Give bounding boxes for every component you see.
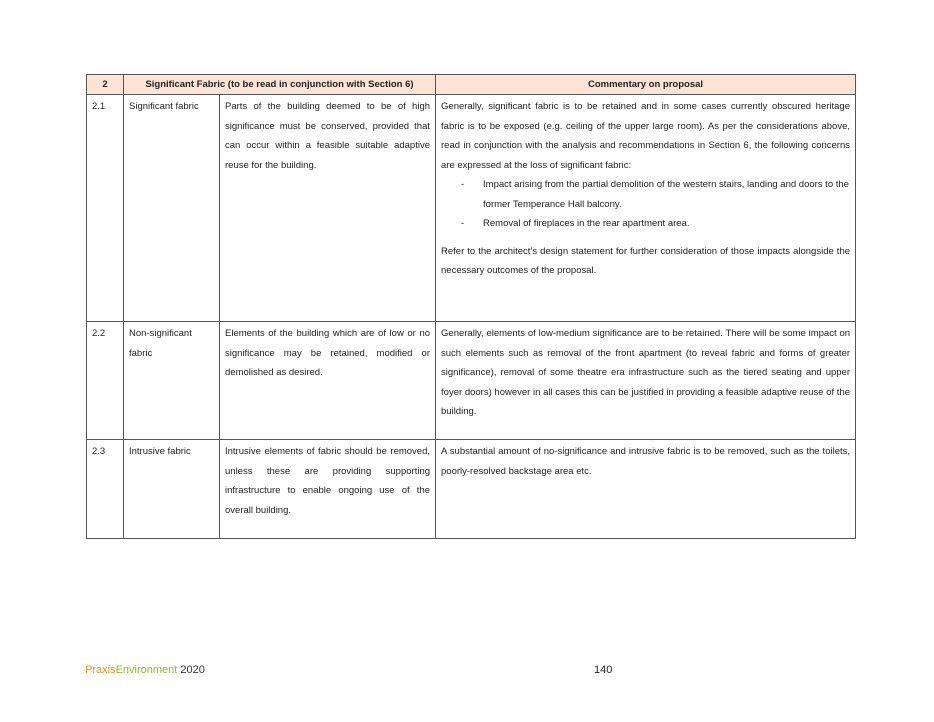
dash-bullet-icon: -	[461, 179, 465, 190]
row-description: Parts of the building deemed to be of high significance must be conserved, provided that can occur within a feasible suitable adaptive reuse for the building.	[220, 95, 436, 322]
row-commentary: A substantial amount of no-significance and intrusive fabric is to be removed, such as the toilets, poorly-resolved backstage area etc.	[436, 440, 856, 539]
row-number: 2.2	[87, 322, 124, 440]
row-description: Intrusive elements of fabric should be removed, unless these are providing supporting infrastructure to enable ongoing use of the overall building.	[220, 440, 436, 539]
commentary-outro: Refer to the architect’s design statement for further consideration of those impacts alongside the necessary outcomes of the proposal.	[441, 245, 851, 276]
list-item-text: Impact arising from the partial demolition of the western stairs, landing and doors to the former Temperance Hall balcony.	[483, 179, 849, 210]
header-commentary: Commentary on proposal	[436, 75, 856, 95]
table-row	[87, 440, 856, 539]
row-number: 2.3	[87, 440, 124, 539]
row-commentary	[436, 95, 856, 322]
row-description: Elements of the building which are of low or no significance may be retained, modified or demolished as desired.	[220, 322, 436, 440]
footer-brand	[85, 664, 205, 676]
table-row	[87, 95, 856, 322]
header-section-title: Significant Fabric (to be read in conjunction with Section 6)	[124, 75, 436, 95]
row-label: Non-significant fabric	[124, 322, 220, 440]
brand-praxis: Praxis	[85, 664, 116, 676]
brand-environment: Environment	[115, 664, 178, 676]
table-row	[87, 322, 856, 440]
significant-fabric-table	[86, 74, 856, 539]
row-label: Significant fabric	[124, 95, 220, 322]
header-section-number: 2	[87, 75, 124, 95]
list-item-text: Removal of fireplaces in the rear apartment area.	[483, 218, 690, 229]
page-number: 140	[594, 664, 613, 676]
table-header-row	[87, 75, 856, 95]
footer-year: 2020	[180, 664, 205, 676]
row-label: Intrusive fabric	[124, 440, 220, 539]
concerns-list	[441, 175, 850, 234]
list-item	[441, 214, 850, 234]
commentary-intro: Generally, significant fabric is to be retained and in some cases currently obscured heritage fabric is to be exposed (e.g. ceiling of the upper large room). As per the considerations above, read in conjunction with the analysis and recommendations in Section 6, the following concerns are expressed at the loss of significant fabric:	[441, 101, 851, 171]
dash-bullet-icon: -	[461, 218, 465, 229]
row-number: 2.1	[87, 95, 124, 322]
list-item	[441, 175, 850, 214]
row-commentary: Generally, elements of low-medium significance are to be retained. There will be some impact on such elements such as removal of the front apartment (to reveal fabric and forms of greater significance), removal of some theatre era infrastructure such as the tiered seating and upper foyer doors) however in all cases this can be justified in providing a feasible adaptive reuse of the building.	[436, 322, 856, 440]
